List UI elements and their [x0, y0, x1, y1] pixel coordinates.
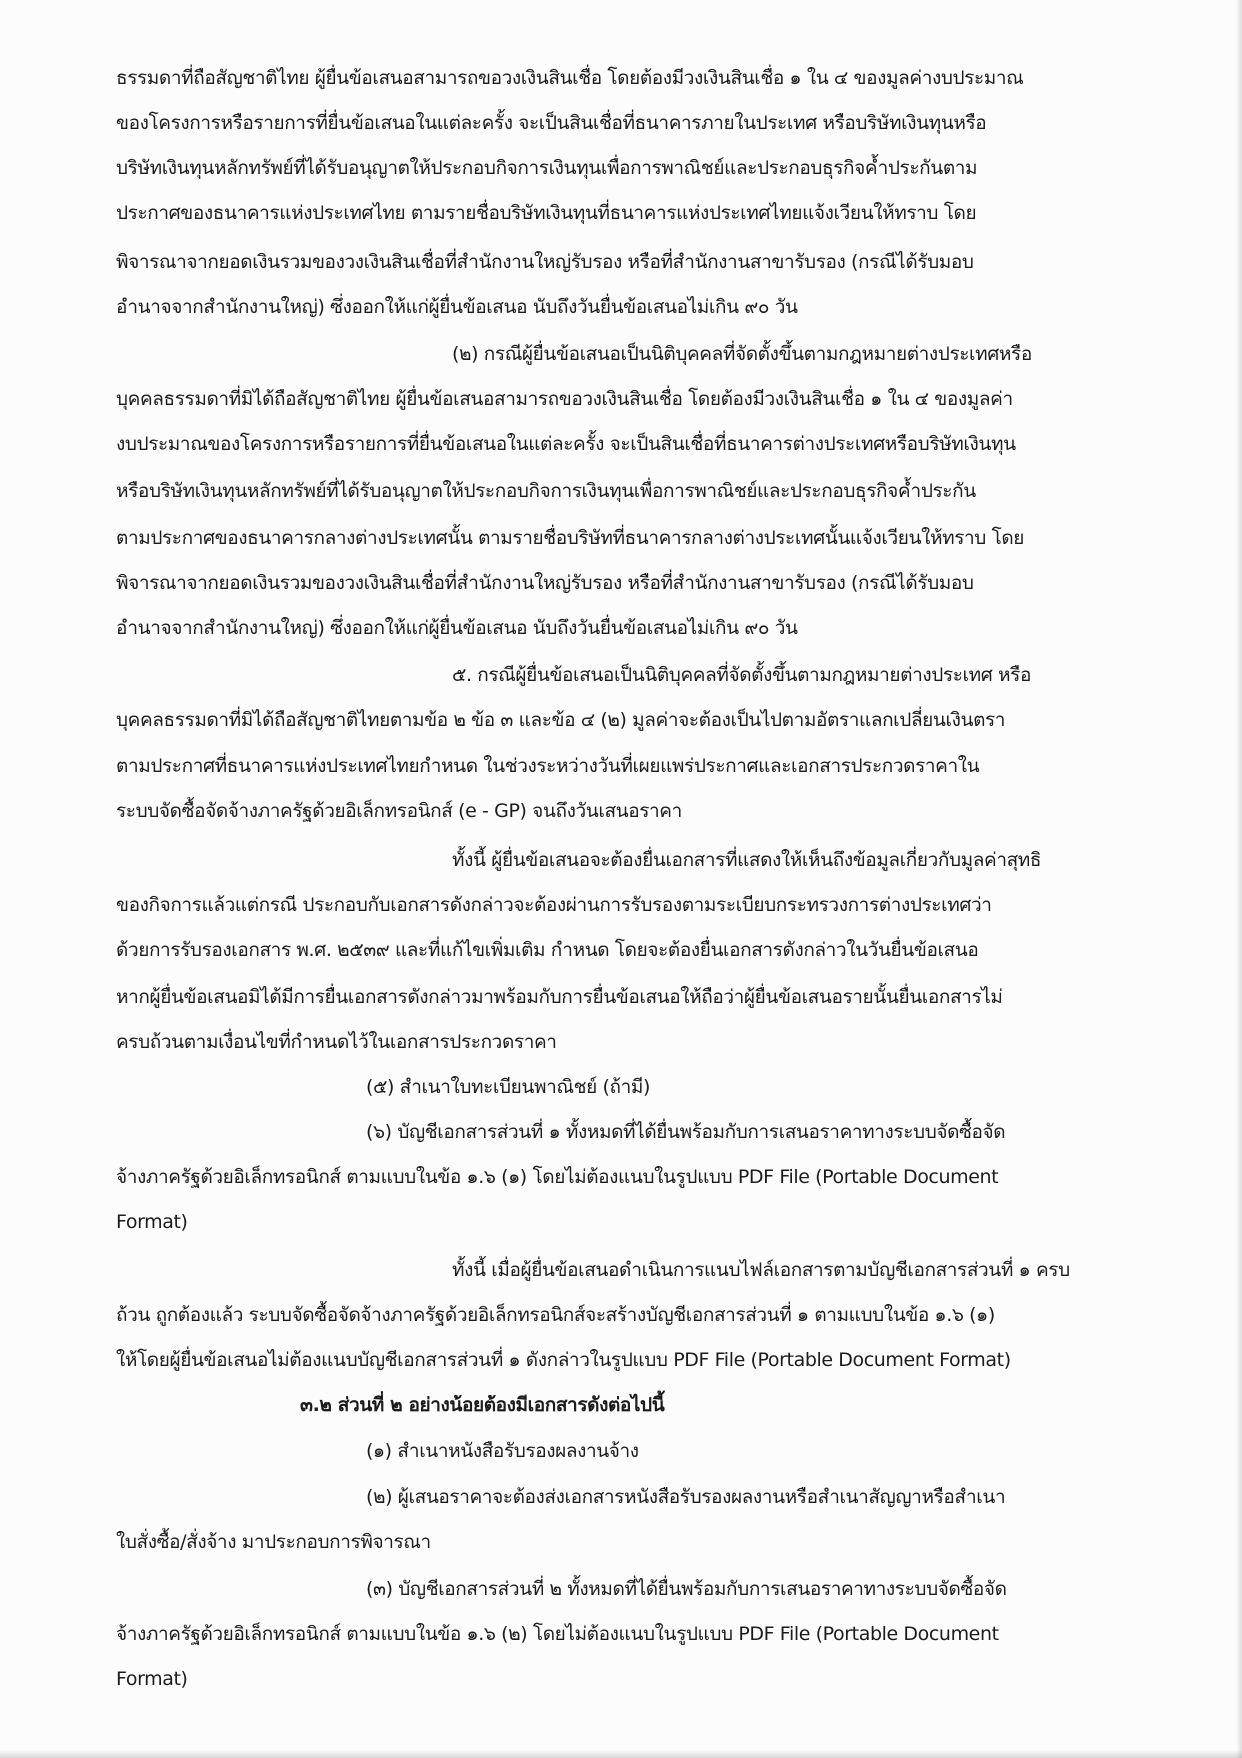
paragraph-line: ทั้งนี้ เมื่อผู้ยื่นข้อเสนอดำเนินการแนบไฟล์เอกสารตามบัญชีเอกสารส่วนที่ ๑ ครบ	[452, 1259, 1070, 1281]
paragraph-line: ประกาศของธนาคารแห่งประเทศไทย ตามรายชื่อบริษัทเงินทุนที่ธนาคารแห่งประเทศไทยแจ้งเวียนให้ทราบ โดย	[116, 202, 977, 224]
paragraph-line: พิจารณาจากยอดเงินรวมของวงเงินสินเชื่อที่สำนักงานใหญ่รับรอง หรือที่สำนักงานสาขารับรอง (กรณีได้รับมอบ	[116, 572, 974, 594]
paragraph-line: ครบถ้วนตามเงื่อนไขที่กำหนดไว้ในเอกสารประกวดราคา	[116, 1031, 557, 1053]
paragraph-line: ถ้วน ถูกต้องแล้ว ระบบจัดซื้อจัดจ้างภาครัฐด้วยอิเล็กทรอนิกส์จะสร้างบัญชีเอกสารส่วนที่ ๑ ตามแบบในข้อ ๑.๖ (๑)	[116, 1304, 995, 1326]
paragraph-line: อำนาจจากสำนักงานใหญ่) ซึ่งออกให้แก่ผู้ยื่นข้อเสนอ นับถึงวันยื่นข้อเสนอไม่เกิน ๙๐ วัน	[116, 617, 798, 639]
paragraph-line: ให้โดยผู้ยื่นข้อเสนอไม่ต้องแนบบัญชีเอกสารส่วนที่ ๑ ดังกล่าวในรูปแบบ PDF File (Portable Document Format)	[116, 1349, 1011, 1371]
paragraph-line: จ้างภาครัฐด้วยอิเล็กทรอนิกส์ ตามแบบในข้อ ๑.๖ (๑) โดยไม่ต้องแนบในรูปแบบ PDF File (Portable Document	[116, 1166, 999, 1188]
paragraph-line: Format)	[116, 1668, 188, 1690]
list-item: (๕) สำเนาใบทะเบียนพาณิชย์ (ถ้ามี)	[366, 1076, 651, 1098]
paragraph-line: บุคคลธรรมดาที่มิได้ถือสัญชาติไทย ผู้ยื่นข้อเสนอสามารถขอวงเงินสินเชื่อ โดยต้องมีวงเงินสินเชื่อ ๑ ใน ๔ ของมูลค่า	[116, 388, 1013, 410]
list-item: (๑) สำเนาหนังสือรับรองผลงานจ้าง	[366, 1440, 639, 1462]
paragraph-line: ธรรมดาที่ถือสัญชาติไทย ผู้ยื่นข้อเสนอสามารถขอวงเงินสินเชื่อ โดยต้องมีวงเงินสินเชื่อ ๑ ใน ๔ ของมูลค่างบประมาณ	[116, 67, 1024, 89]
paragraph-line: ๕. กรณีผู้ยื่นข้อเสนอเป็นนิติบุคคลที่จัดตั้งขึ้นตามกฎหมายต่างประเทศ หรือ	[452, 664, 1031, 686]
paragraph-line: ด้วยการรับรองเอกสาร พ.ศ. ๒๕๓๙ และที่แก้ไขเพิ่มเติม กำหนด โดยจะต้องยื่นเอกสารดังกล่าวในวันยื่นข้อเสนอ	[116, 939, 979, 961]
paragraph-line: ตามประกาศที่ธนาคารแห่งประเทศไทยกำหนด ในช่วงระหว่างวันที่เผยแพร่ประกาศและเอกสารประกวดราคาใน	[116, 755, 980, 777]
section-heading: ๓.๒ ส่วนที่ ๒ อย่างน้อยต้องมีเอกสารดังต่อไปนี้	[300, 1394, 665, 1416]
paragraph-line: งบประมาณของโครงการหรือรายการที่ยื่นข้อเสนอในแต่ละครั้ง จะเป็นสินเชื่อที่ธนาคารต่างประเทศหรือบริษัทเงินทุน	[116, 433, 1016, 455]
list-item: (๒) ผู้เสนอราคาจะต้องส่งเอกสารหนังสือรับรองผลงานหรือสำเนาสัญญาหรือสำเนา	[366, 1486, 1006, 1508]
paragraph-line: Format)	[116, 1211, 188, 1233]
page-bottom-shadow	[0, 1750, 1242, 1758]
paragraph-line: อำนาจจากสำนักงานใหญ่) ซึ่งออกให้แก่ผู้ยื่นข้อเสนอ นับถึงวันยื่นข้อเสนอไม่เกิน ๙๐ วัน	[116, 296, 798, 318]
paragraph-line: หรือบริษัทเงินทุนหลักทรัพย์ที่ได้รับอนุญาตให้ประกอบกิจการเงินทุนเพื่อการพาณิชย์และประกอบธุรกิจค้ำประกัน	[116, 480, 976, 502]
paragraph-line: ตามประกาศของธนาคารกลางต่างประเทศนั้น ตามรายชื่อบริษัทที่ธนาคารกลางต่างประเทศนั้นแจ้งเวียนให้ทราบ โดย	[116, 527, 1025, 549]
list-item: (๖) บัญชีเอกสารส่วนที่ ๑ ทั้งหมดที่ได้ยื่นพร้อมกับการเสนอราคาทางระบบจัดซื้อจัด	[366, 1121, 1006, 1143]
paragraph-line: ของกิจการแล้วแต่กรณี ประกอบกับเอกสารดังกล่าวจะต้องผ่านการรับรองตามระเบียบกระทรวงการต่างประเทศว่า	[116, 894, 992, 916]
list-item: (๓) บัญชีเอกสารส่วนที่ ๒ ทั้งหมดที่ได้ยื่นพร้อมกับการเสนอราคาทางระบบจัดซื้อจัด	[366, 1578, 1007, 1600]
paragraph-line: ระบบจัดซื้อจัดจ้างภาครัฐด้วยอิเล็กทรอนิกส์ (e - GP) จนถึงวันเสนอราคา	[116, 800, 682, 822]
paragraph-line: ทั้งนี้ ผู้ยื่นข้อเสนอจะต้องยื่นเอกสารที่แสดงให้เห็นถึงข้อมูลเกี่ยวกับมูลค่าสุทธิ	[452, 849, 1042, 871]
paragraph-line: หากผู้ยื่นข้อเสนอมิได้มีการยื่นเอกสารดังกล่าวมาพร้อมกับการยื่นข้อเสนอให้ถือว่าผู้ยื่นข้อเสนอรายนั้นยื่นเอกสารไม่	[116, 986, 1003, 1008]
paragraph-line: ของโครงการหรือรายการที่ยื่นข้อเสนอในแต่ละครั้ง จะเป็นสินเชื่อที่ธนาคารภายในประเทศ หรือบริษัทเงินทุนหรือ	[116, 112, 987, 134]
page-edge-shadow	[1236, 0, 1242, 1758]
paragraph-line: บุคคลธรรมดาที่มิได้ถือสัญชาติไทยตามข้อ ๒ ข้อ ๓ และข้อ ๔ (๒) มูลค่าจะต้องเป็นไปตามอัตราแลกเปลี่ยนเงินตรา	[116, 709, 1006, 731]
paragraph-line: (๒) กรณีผู้ยื่นข้อเสนอเป็นนิติบุคคลที่จัดตั้งขึ้นตามกฎหมายต่างประเทศหรือ	[452, 343, 1032, 365]
paragraph-line: บริษัทเงินทุนหลักทรัพย์ที่ได้รับอนุญาตให้ประกอบกิจการเงินทุนเพื่อการพาณิชย์และประกอบธุรกิจค้ำประกันตาม	[116, 157, 978, 179]
paragraph-line: พิจารณาจากยอดเงินรวมของวงเงินสินเชื่อที่สำนักงานใหญ่รับรอง หรือที่สำนักงานสาขารับรอง (กรณีได้รับมอบ	[116, 251, 974, 273]
paragraph-line: ใบสั่งซื้อ/สั่งจ้าง มาประกอบการพิจารณา	[116, 1531, 431, 1553]
paragraph-line: จ้างภาครัฐด้วยอิเล็กทรอนิกส์ ตามแบบในข้อ ๑.๖ (๒) โดยไม่ต้องแนบในรูปแบบ PDF File (Portable Document	[116, 1623, 999, 1645]
